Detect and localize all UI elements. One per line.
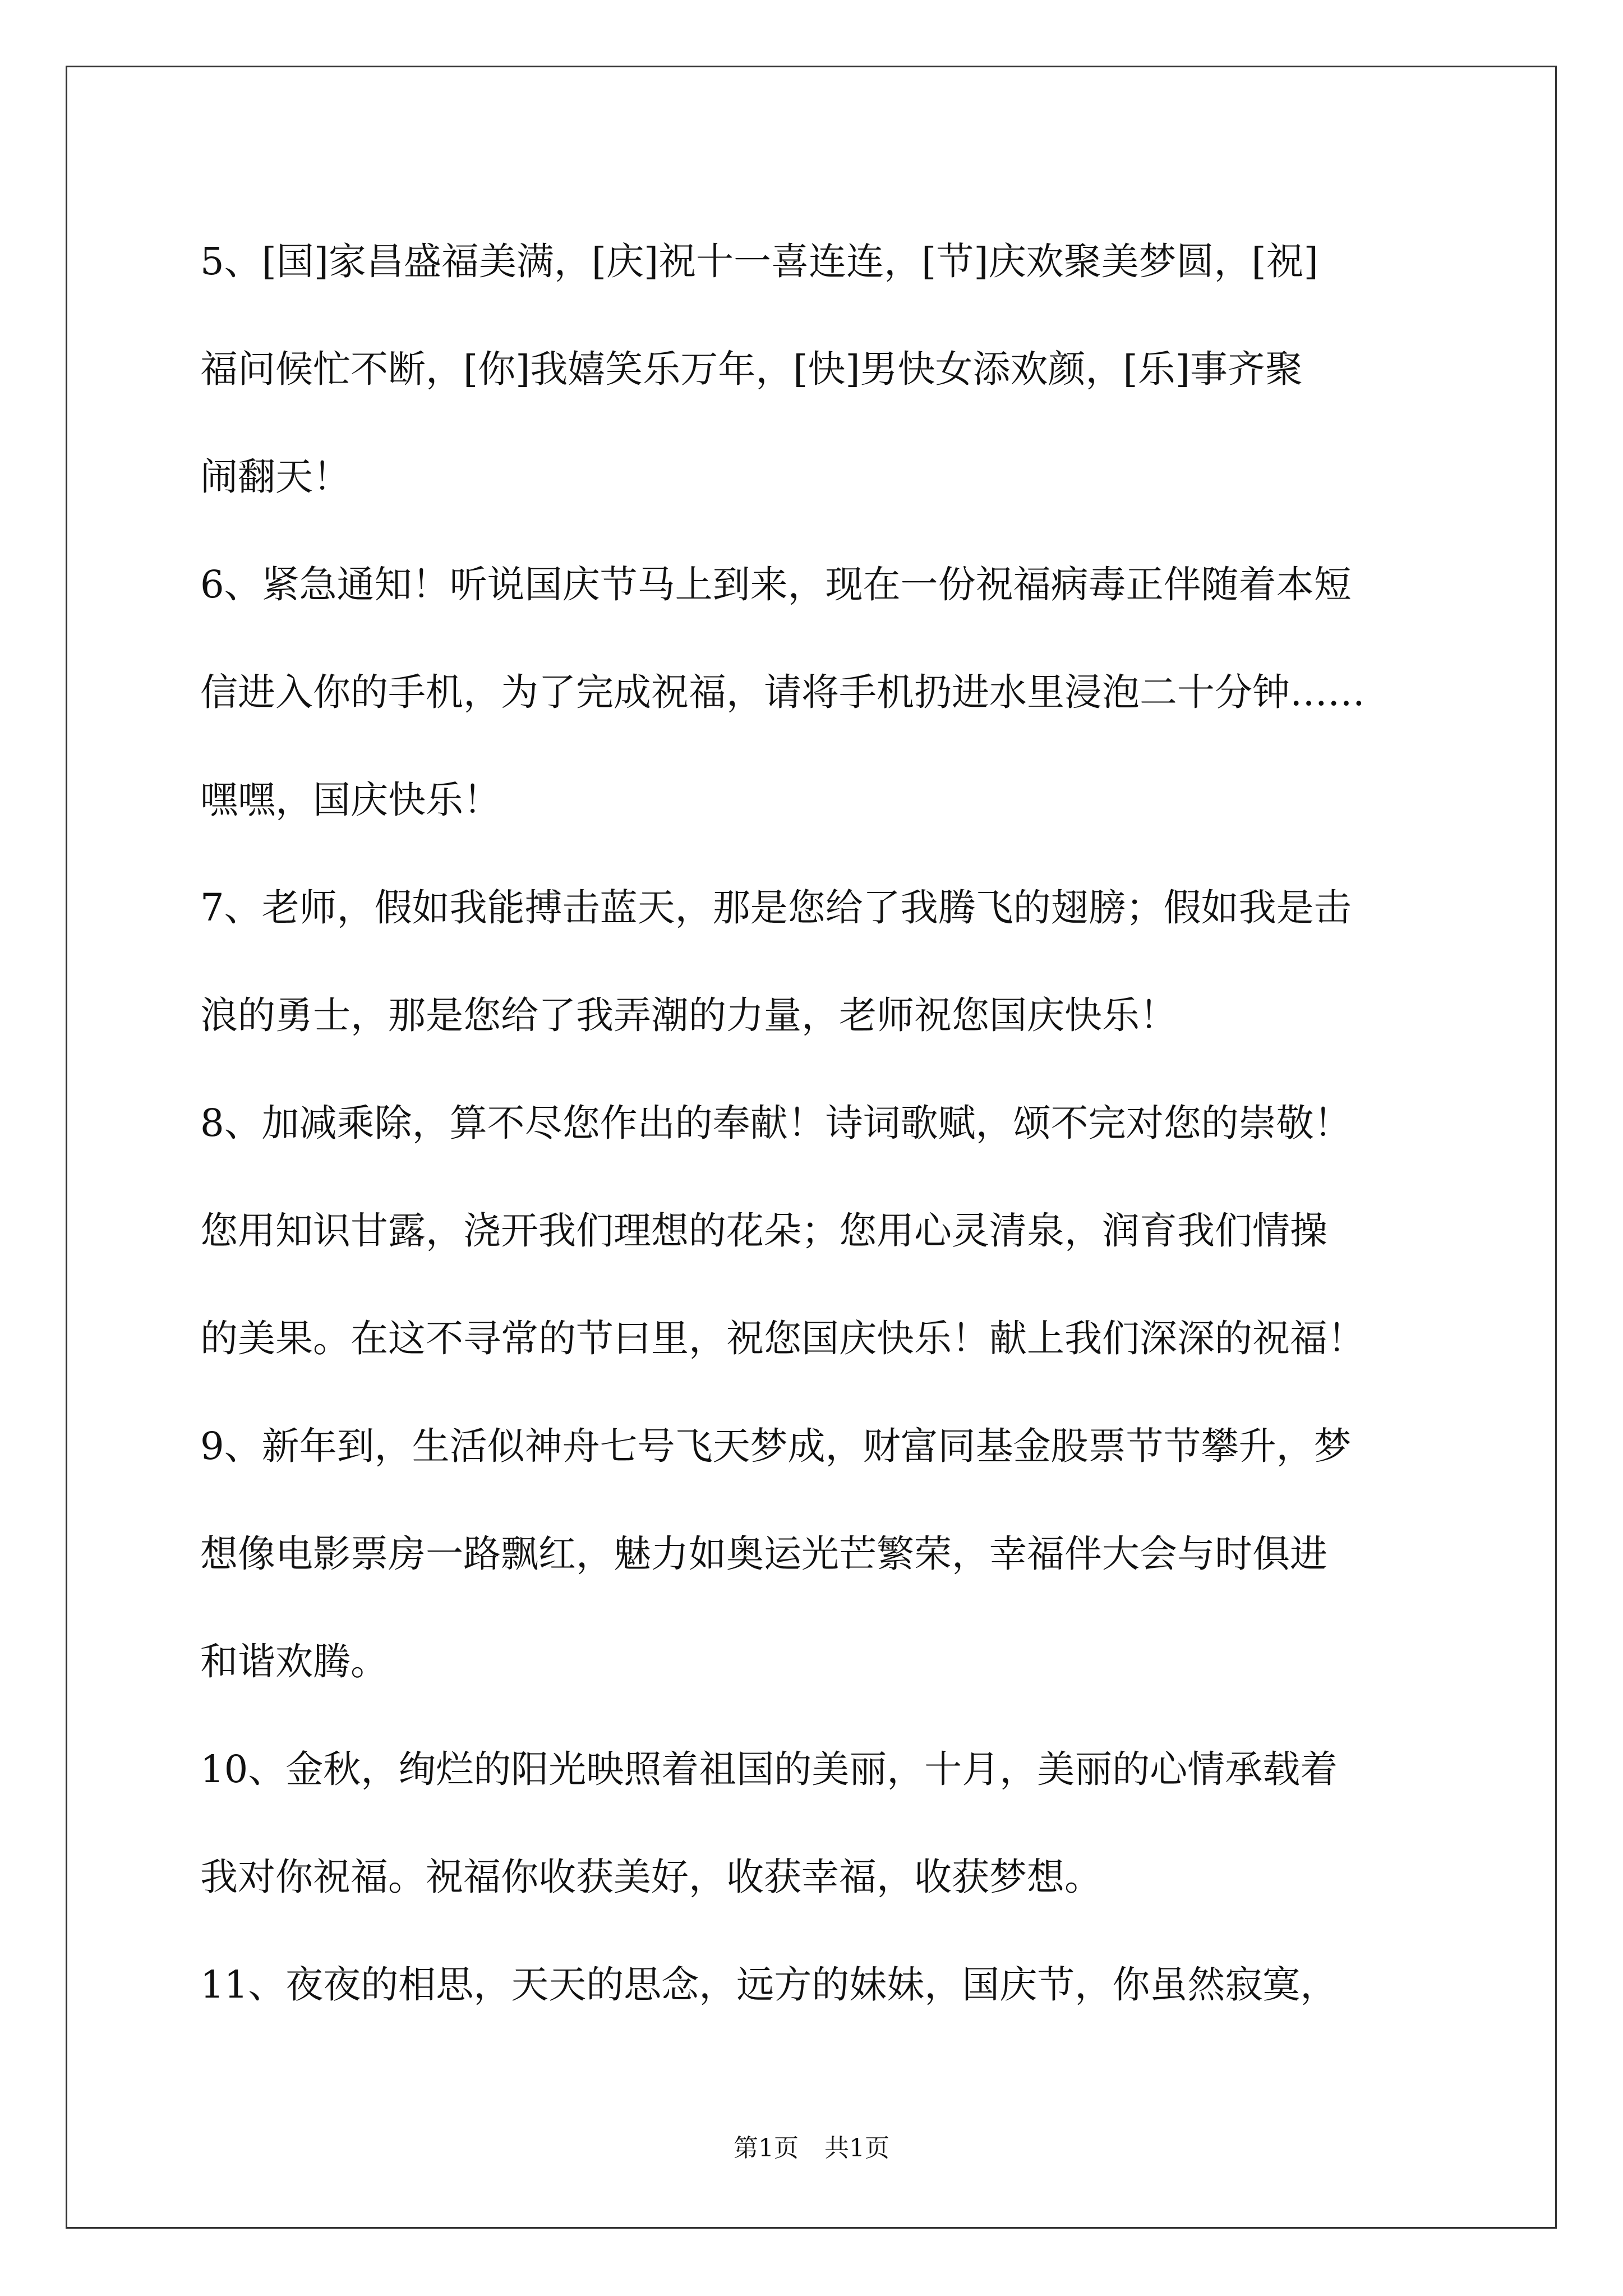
text-line: 浪的勇士，那是您给了我弄潮的力量，老师祝您国庆快乐！ (200, 993, 1177, 1037)
text-line: 11、夜夜的相思，天天的思念，远方的妹妹，国庆节，你虽然寂寞， (200, 1963, 1338, 2007)
text-line: 福问候忙不断，[你]我嬉笑乐万年，[快]男快女添欢颜，[乐]事齐聚 (200, 347, 1303, 391)
text-line: 8、加减乘除，算不尽您作出的奉献！诗词歌赋，颂不完对您的崇敬！ (200, 1101, 1352, 1145)
text-line: 10、金秋，绚烂的阳光映照着祖国的美丽，十月，美丽的心情承载着 (200, 1747, 1338, 1791)
paragraph-8 (200, 1069, 1451, 1392)
paragraph-5 (200, 208, 1451, 531)
text-line: 信进入你的手机，为了完成祝福，请将手机扔进水里浸泡二十分钟…… (200, 670, 1365, 714)
paragraph-7 (200, 854, 1451, 1069)
paragraph-11 (200, 1931, 1451, 2039)
text-line: 6、紧急通知！听说国庆节马上到来，现在一份祝福病毒正伴随着本短 (200, 563, 1352, 606)
text-line: 想像电影票房一路飘红，魅力如奥运光芒繁荣，幸福伴大会与时俱进 (200, 1532, 1327, 1576)
paragraph-9 (200, 1392, 1451, 1715)
paragraph-10 (200, 1715, 1451, 1931)
text-line: 我对你祝福。祝福你收获美好，收获幸福，收获梦想。 (200, 1855, 1102, 1899)
page-footer (0, 2132, 1623, 2165)
page-number: 第1页 (734, 2134, 799, 2162)
text-line: 嘿嘿，国庆快乐！ (200, 778, 501, 822)
text-line: 9、新年到，生活似神舟七号飞天梦成，财富同基金股票节节攀升，梦 (200, 1424, 1352, 1468)
text-line: 7、老师，假如我能搏击蓝天，那是您给了我腾飞的翅膀；假如我是击 (200, 886, 1352, 930)
document-body (200, 208, 1451, 2039)
paragraph-6 (200, 531, 1451, 854)
text-line: 5、[国]家昌盛福美满，[庆]祝十一喜连连，[节]庆欢聚美梦圆，[祝] (200, 240, 1318, 283)
text-line: 闹翻天！ (200, 455, 351, 499)
text-line: 您用知识甘露，浇开我们理想的花朵；您用心灵清泉，润育我们情操 (200, 1209, 1327, 1253)
text-line: 和谐欢腾。 (200, 1640, 388, 1683)
page-total: 共1页 (824, 2134, 889, 2162)
text-line: 的美果。在这不寻常的节曰里，祝您国庆快乐！献上我们深深的祝福！ (200, 1317, 1365, 1360)
